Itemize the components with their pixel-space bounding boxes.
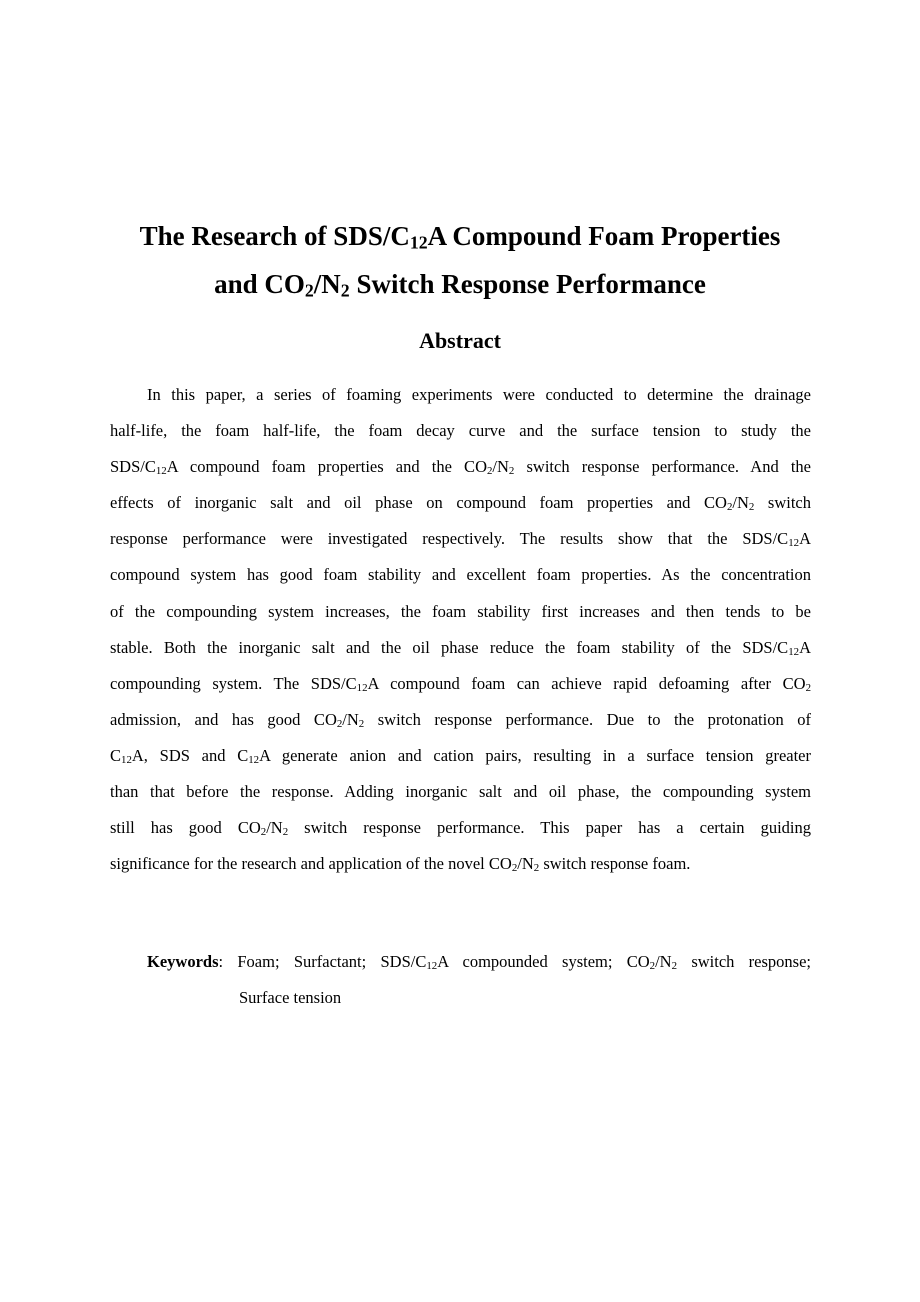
keywords-section <box>147 944 811 1016</box>
abstract-line: still has good $CO_2/N_2$ switch response performance. This paper has a certain guiding <box>110 818 811 839</box>
abstract-line: stable. Both the inorganic salt and the oil phase reduce the foam stability of the SDS/$C_{12}A$ <box>110 637 811 658</box>
abstract-line: of the compounding system increases, the foam stability first increases and then tends to be <box>110 601 811 621</box>
abstract-line: significance for the research and application of the novel $CO_2/N_2$ switch response foam. <box>110 854 691 875</box>
abstract-line: compounding system. The SDS/$C_{12}A$ compound foam can achieve rapid defoaming after $CO_2$ <box>110 673 811 694</box>
paper-title <box>60 212 860 308</box>
abstract-line: than that before the response. Adding inorganic salt and oil phase, the compounding system <box>110 782 811 802</box>
keywords-label: Keywords <box>147 952 219 971</box>
abstract-line: effects of inorganic salt and oil phase on compound foam properties and $CO_2/N_2$ switch <box>110 493 811 514</box>
abstract-line: admission, and has good $CO_2/N_2$ switch response performance. Due to the protonation of <box>110 709 811 731</box>
abstract-line: compound system has good foam stability and excellent foam properties. As the concentration <box>110 565 811 585</box>
keywords-line: Surface tension <box>239 988 342 1007</box>
abstract-line: SDS/$C_{12}A$ compound foam properties and the $CO_2/N_2$ switch response performance. And the <box>110 457 811 478</box>
abstract-line: response performance were investigated respectively. The results show that the SDS/$C_{12}A$ <box>110 529 811 550</box>
abstract-line: $C_{12}A$, SDS and $C_{12}A$ generate anion and cation pairs, resulting in a surface tension greater <box>110 745 811 767</box>
abstract-heading: Abstract <box>419 328 501 353</box>
title-line-2: and $CO_2/N_2$ Switch Response Performance <box>214 269 706 301</box>
abstract-line: half-life, the foam half-life, the foam decay curve and the surface tension to study the <box>110 421 811 441</box>
keywords-line: Keywords: Foam; Surfactant; SDS/$C_{12}A$ compounded system; $CO_2/N_2$ switch response; <box>147 952 811 973</box>
abstract-line: In this paper, a series of foaming experiments were conducted to determine the drainage <box>147 385 811 404</box>
title-line-1: The Research of SDS/$C_{12}A$ Compound Foam Properties <box>139 221 781 253</box>
abstract-body <box>110 377 811 882</box>
